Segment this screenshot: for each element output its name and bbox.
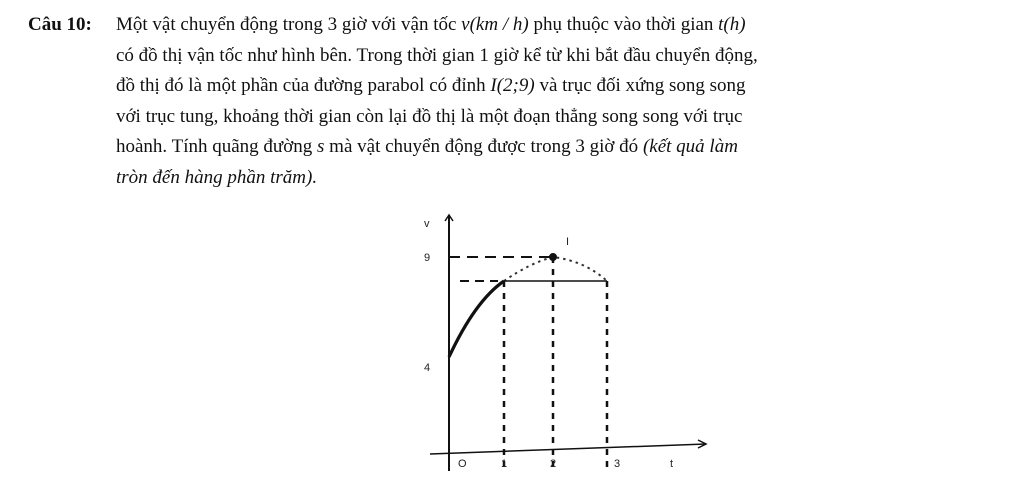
y-tick-label-9: 9	[424, 252, 431, 264]
line-5-part-b: mà vật chuyển động được trong 3 giờ đó	[324, 136, 643, 157]
question-number: Câu 10:	[28, 14, 92, 35]
x-axis-label: t	[670, 458, 674, 470]
line-3-part-b: và trục đối xứng song song	[534, 75, 746, 96]
question-text	[116, 10, 996, 193]
line-1-part-a: Một vật chuyển động trong 3 giờ với vận tốc	[116, 14, 462, 35]
y-axis-label: v	[424, 218, 430, 230]
vertex-label: I	[566, 236, 570, 248]
line-5-part-a: hoành. Tính quãng đường	[116, 136, 318, 157]
line-1-part-b: phụ thuộc vào thời gian	[528, 14, 719, 35]
velocity-expression: v(km / h)	[461, 14, 529, 35]
line-3-part-a: đồ thị đó là một phần của đường parabol có đỉnh	[116, 75, 491, 96]
question-line-1	[116, 10, 996, 41]
x-tick-label-1: 1	[501, 458, 508, 470]
y-tick-label-4: 4	[424, 362, 431, 374]
question-line-2: có đồ thị vận tốc như hình bên. Trong thời gian 1 giờ kể từ khi bắt đầu chuyển động,	[116, 44, 758, 66]
vertex-expression: I(2;9)	[490, 75, 535, 96]
question-line-3	[116, 71, 996, 102]
origin-label: O	[458, 458, 467, 470]
question-block	[0, 0, 1024, 215]
velocity-graph	[380, 205, 720, 477]
distance-symbol: s	[317, 136, 325, 157]
x-axis	[430, 444, 706, 454]
parabola-solid-segment	[449, 281, 504, 357]
line-5-note: (kết quả làm	[642, 136, 738, 157]
time-expression: t(h)	[718, 14, 746, 35]
vertex-point	[549, 253, 557, 261]
parabola-dotted-continuation	[504, 257, 607, 281]
question-line-6: tròn đến hàng phần trăm).	[116, 166, 318, 188]
x-tick-label-3: 3	[614, 458, 621, 470]
x-tick-label-2: 2	[550, 458, 557, 470]
question-line-5	[116, 132, 996, 163]
question-line-4: với trục tung, khoảng thời gian còn lại đồ thị là một đoạn thẳng song song với trục	[116, 105, 743, 127]
